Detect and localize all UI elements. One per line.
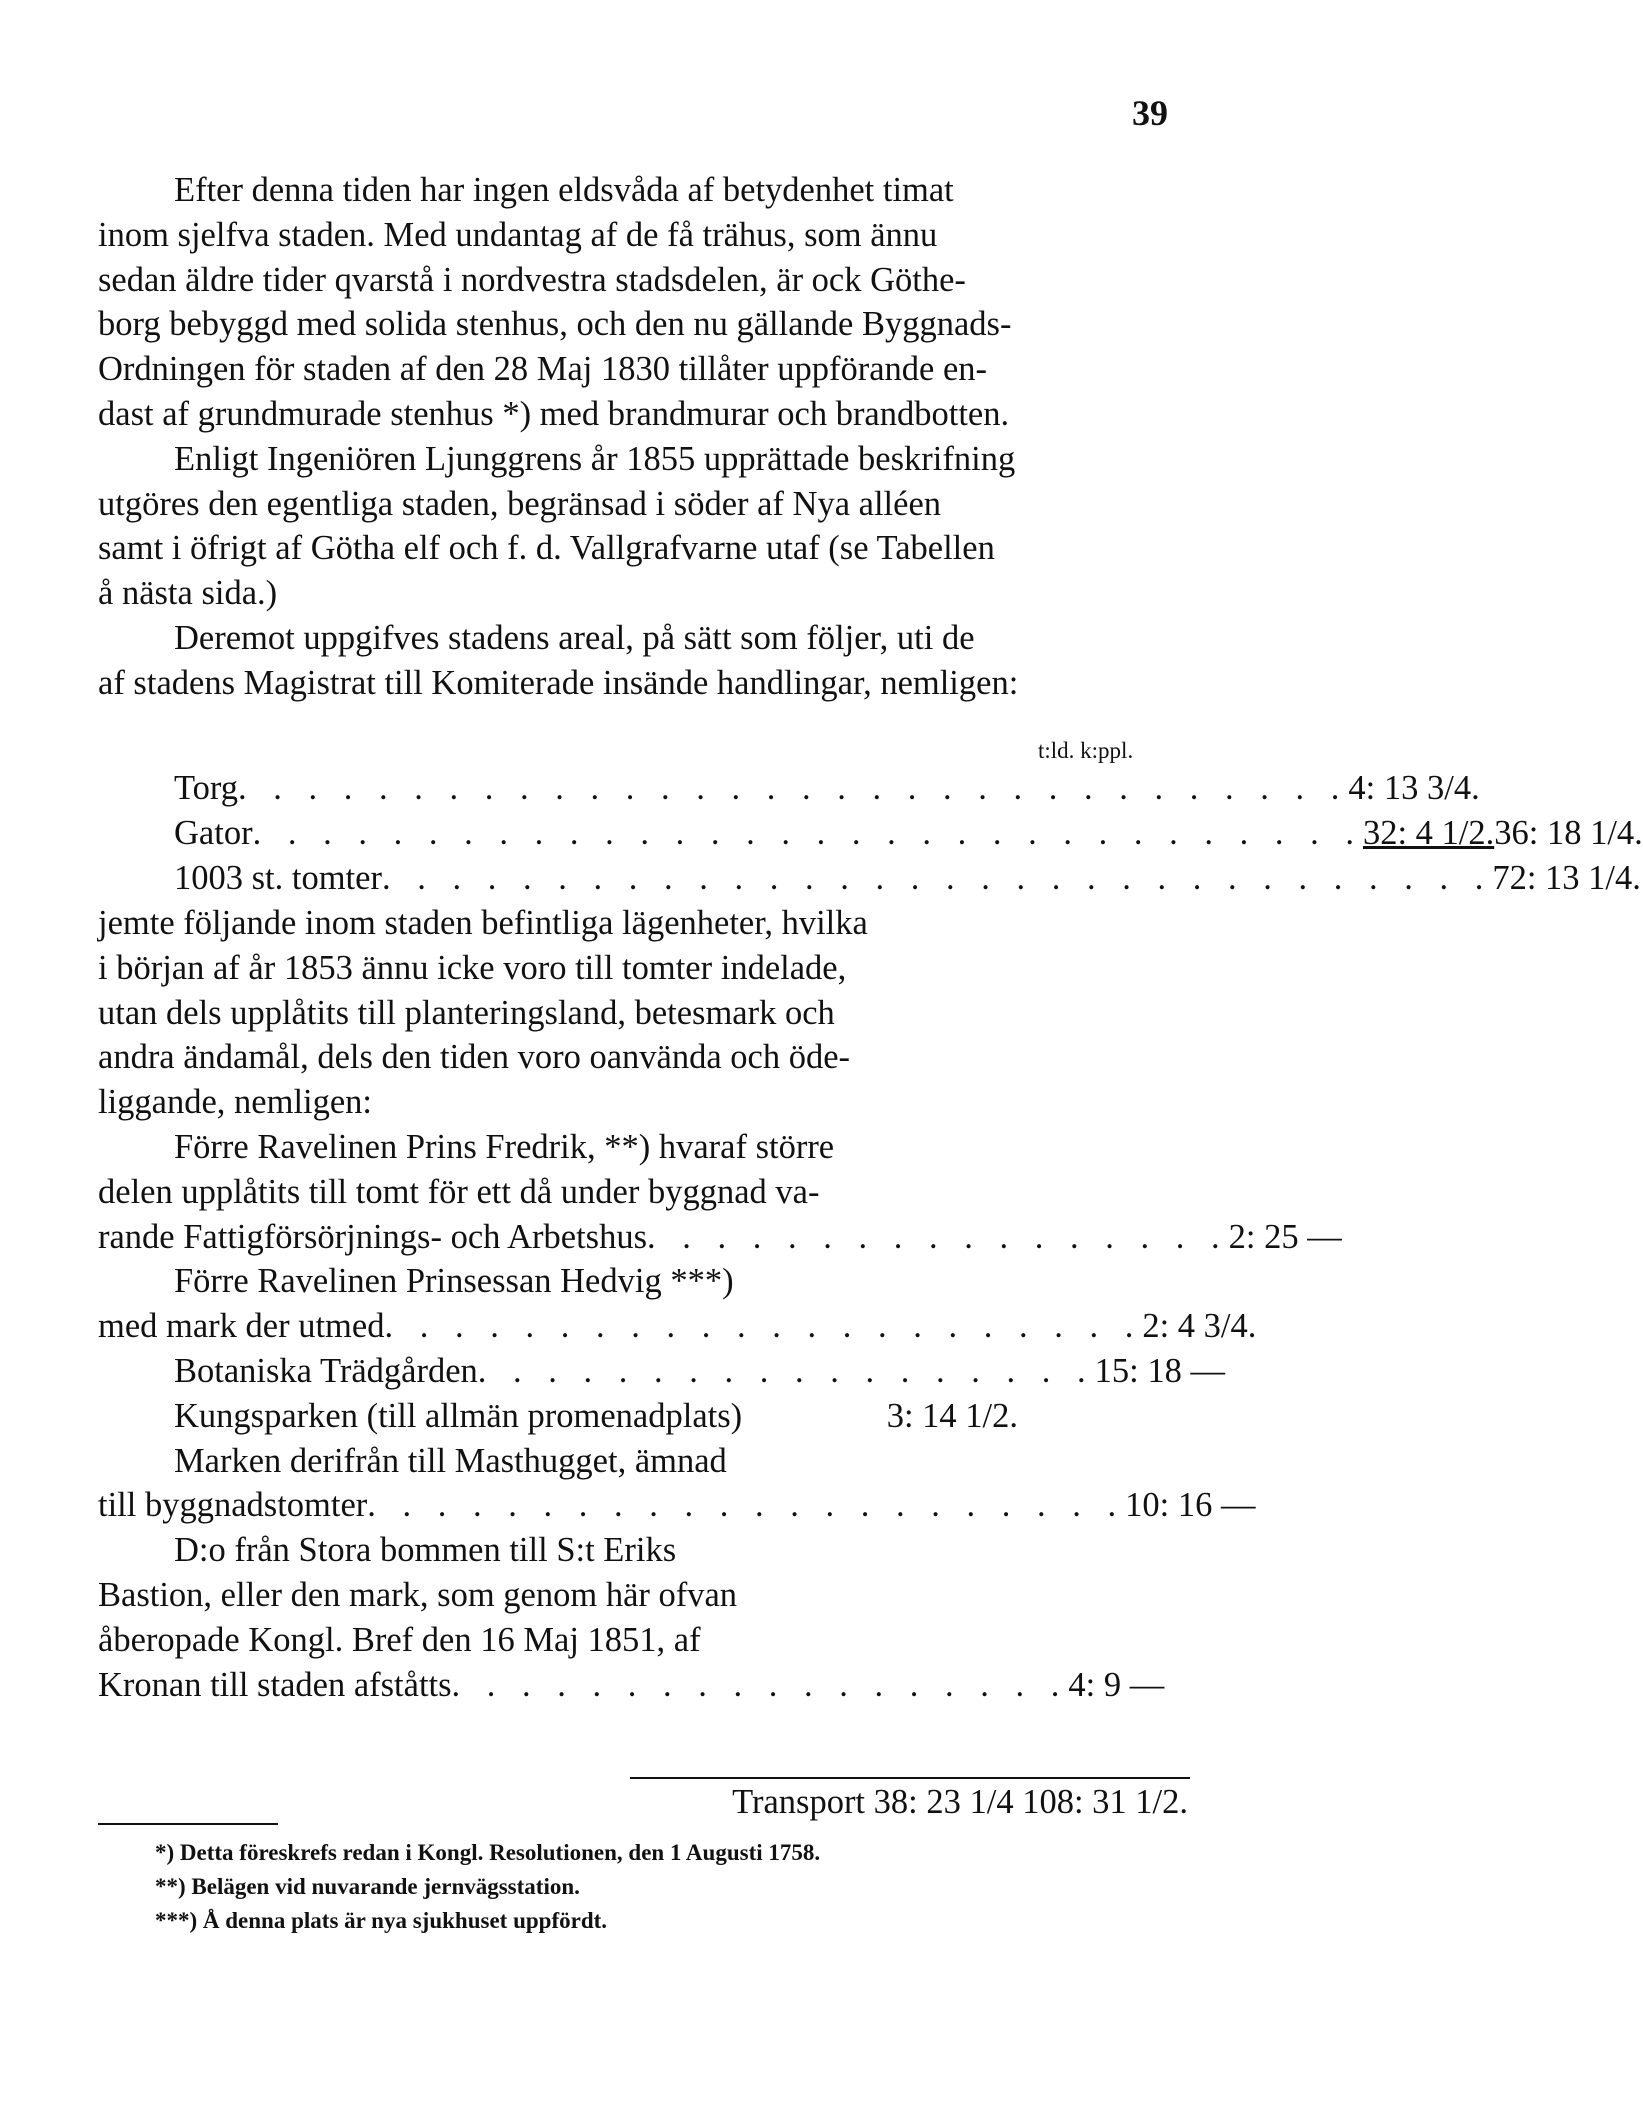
text-line: andra ändamål, dels den tiden voro oanvända och öde- bbox=[98, 1038, 851, 1077]
transport-rule bbox=[630, 1777, 1190, 1779]
leader-dots: . . . . . . . . . . . . . . . . . . . . . . bbox=[384, 1307, 1143, 1346]
text-line: Ordningen för staden af den 28 Maj 1830 tillåter uppförande en- bbox=[98, 350, 988, 389]
item-value: 15: 18 — bbox=[1094, 1351, 1225, 1390]
leader-dots: . . . . . . . . . . . . . . . . . . . . . . . . . . . . . . . . bbox=[252, 813, 1363, 852]
text-line: Deremot uppgifves stadens areal, på sätt som följer, uti de bbox=[174, 618, 975, 657]
text-line: Efter denna tiden har ingen eldsvåda af betydenhet timat bbox=[174, 171, 954, 209]
text-line: Förre Ravelinen Prinsessan Hedvig ***) bbox=[174, 1262, 734, 1301]
item-value: 2: 4 3/4. bbox=[1142, 1307, 1257, 1346]
text-line: liggande, nemligen: bbox=[98, 1083, 373, 1122]
table-row bbox=[98, 811, 1643, 856]
item-label: med mark der utmed bbox=[98, 1307, 385, 1346]
item-label: Kungsparken (till allmän promenadplats) bbox=[174, 1396, 743, 1435]
row-value: 32: 4 1/2. bbox=[1362, 813, 1495, 852]
area-table bbox=[98, 766, 1643, 900]
text-line: D:o från Stora bommen till S:t Eriks bbox=[174, 1531, 677, 1570]
text-line: borg bebyggd med solida stenhus, och den nu gällande Byggnads- bbox=[98, 305, 1012, 344]
page-number: 39 bbox=[1132, 93, 1168, 133]
row-label: Gator bbox=[174, 813, 253, 852]
text-line: utan dels upplåtits till planteringsland, betesmark och bbox=[98, 993, 835, 1032]
text-line: Marken derifrån till Masthugget, ämnad bbox=[174, 1441, 727, 1480]
text-line: dast af grundmurade stenhus *) med brandmurar och brandbotten. bbox=[98, 394, 1010, 433]
list-item bbox=[98, 1215, 1342, 1260]
text-line: samt i öfrigt af Götha elf och f. d. Vallgrafvarne utaf (se Tabellen bbox=[98, 529, 995, 568]
text-line: inom sjelfva staden. Med undantag af de få trähus, som ännu bbox=[98, 215, 938, 254]
list-item bbox=[98, 1483, 1256, 1528]
row-total: 36: 18 1/4. bbox=[1494, 813, 1643, 852]
item-value: 4: 9 — bbox=[1068, 1665, 1165, 1704]
text-line: jemte följande inom staden befintliga lägenheter, hvilka bbox=[98, 904, 868, 942]
leader-dots: . . . . . . . . . . . . . . . . . . . . . . . . . . . . . . . . bbox=[381, 858, 1493, 897]
text-line: å nästa sida.) bbox=[98, 574, 278, 613]
list-item bbox=[98, 1394, 1188, 1439]
item-label: till byggnadstomter bbox=[98, 1486, 368, 1525]
text-line: i början af år 1853 ännu icke voro till tomter indelade, bbox=[98, 948, 847, 987]
row-label: Torg bbox=[174, 769, 239, 807]
item-value: 10: 16 — bbox=[1125, 1486, 1256, 1525]
footnote: *) Detta föreskrefs redan i Kongl. Resolutionen, den 1 Augusti 1758. bbox=[155, 1840, 821, 1865]
row-label: 1003 st. tomter bbox=[174, 858, 382, 897]
text-line: åberopade Kongl. Bref den 16 Maj 1851, af bbox=[98, 1620, 701, 1659]
table-row bbox=[98, 856, 1641, 901]
item-value: 2: 25 — bbox=[1228, 1217, 1342, 1256]
table-row bbox=[98, 766, 1480, 811]
row-value: 4: 13 3/4. bbox=[1348, 769, 1480, 807]
list-item bbox=[98, 1663, 1188, 1708]
leader-dots: . . . . . . . . . . . . . . . . . bbox=[647, 1217, 1229, 1256]
transport-line: Transport 38: 23 1/4 108: 31 1/2. bbox=[732, 1783, 1188, 1821]
holdings-list bbox=[98, 1125, 1342, 1707]
item-label: Botaniska Trädgården bbox=[174, 1351, 478, 1390]
item-label: Kronan till staden afståtts bbox=[98, 1665, 452, 1704]
footnotes bbox=[155, 1836, 1195, 1938]
leader-dots: . . . . . . . . . . . . . . . . . . . . . . . . . . . . . . . . bbox=[238, 769, 1349, 807]
list-item bbox=[98, 1304, 1257, 1349]
text-line: Förre Ravelinen Prins Fredrik, **) hvaraf större bbox=[174, 1128, 835, 1166]
text-line: utgöres den egentliga staden, begränsad i söder af Nya alléen bbox=[98, 484, 942, 523]
item-value: 3: 14 1/2. bbox=[886, 1396, 1018, 1435]
leader-dots: . . . . . . . . . . . . . . . . . . bbox=[477, 1351, 1095, 1390]
text-line: af stadens Magistrat till Komiterade insände handlingar, nemligen: bbox=[98, 663, 1019, 702]
footnote-rule bbox=[98, 1823, 278, 1825]
list-item bbox=[98, 1349, 1225, 1394]
row-total: 72: 13 1/4. bbox=[1492, 858, 1641, 897]
body-text bbox=[98, 168, 1188, 706]
text-line: Bastion, eller den mark, som genom här ofvan bbox=[98, 1575, 738, 1614]
leader-dots: . . . . . . . . . . . . . . . . . . . . . . bbox=[367, 1486, 1126, 1525]
text-line: delen upplåtits till tomt för ett då under byggnad va- bbox=[98, 1172, 820, 1211]
text-line: sedan äldre tider qvarstå i nordvestra stadsdelen, är ock Göthe- bbox=[98, 260, 966, 299]
body-text-2 bbox=[98, 901, 1188, 1125]
leader-dots: . . . . . . . . . . . . . . . . . . bbox=[451, 1665, 1069, 1704]
units-header: t:ld. k:ppl. bbox=[1038, 738, 1134, 763]
footnote: **) Belägen vid nuvarande jernvägsstation. bbox=[155, 1874, 580, 1899]
item-label: rande Fattigförsörjnings- och Arbetshus bbox=[98, 1217, 648, 1256]
text-line: Enligt Ingeniören Ljunggrens år 1855 upprättade beskrifning bbox=[174, 439, 1016, 478]
footnote: ***) Å denna plats är nya sjukhuset uppfördt. bbox=[155, 1908, 608, 1933]
